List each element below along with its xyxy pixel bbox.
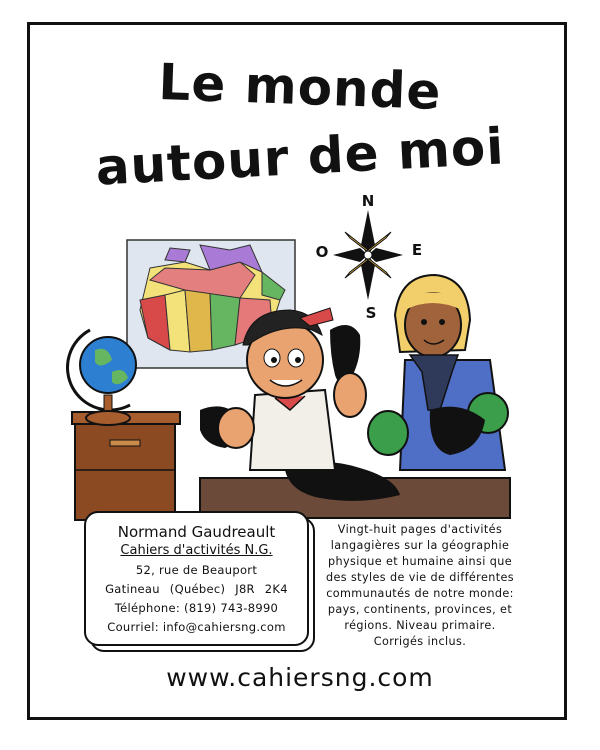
company-name: Cahiers d'activités N.G. xyxy=(120,543,273,558)
book-description: Vingt-huit pages d'activités langagières sur la géographie physique et humaine ainsi que des styles de vie de différentes communautés de notre monde: pays, continents, provinces, et régions. Niveau primaire. Corrigés inclus. xyxy=(325,523,515,648)
compass-rose-icon xyxy=(333,210,403,300)
compass-east-label: E xyxy=(411,241,423,259)
street-address: 52, rue de Beauport xyxy=(135,563,258,577)
author-name: Normand Gaudreault xyxy=(117,523,276,541)
compass-west-label: O xyxy=(315,243,329,261)
title-line-1: Le monde xyxy=(157,53,443,121)
email: Courriel: info@cahiersng.com xyxy=(107,620,286,634)
globe-icon xyxy=(68,330,137,425)
website: www.cahiersng.com xyxy=(166,663,434,692)
phone: Téléphone: (819) 743-8990 xyxy=(114,601,279,615)
compass-north-label: N xyxy=(361,192,375,210)
compass-south-label: S xyxy=(365,304,377,322)
city-postal: Gatineau (Québec) J8R 2K4 xyxy=(105,582,288,596)
title-line-2: autour de moi xyxy=(94,117,506,197)
desk-icon xyxy=(72,412,180,520)
girl-illustration xyxy=(365,275,508,470)
author-card xyxy=(84,511,309,646)
